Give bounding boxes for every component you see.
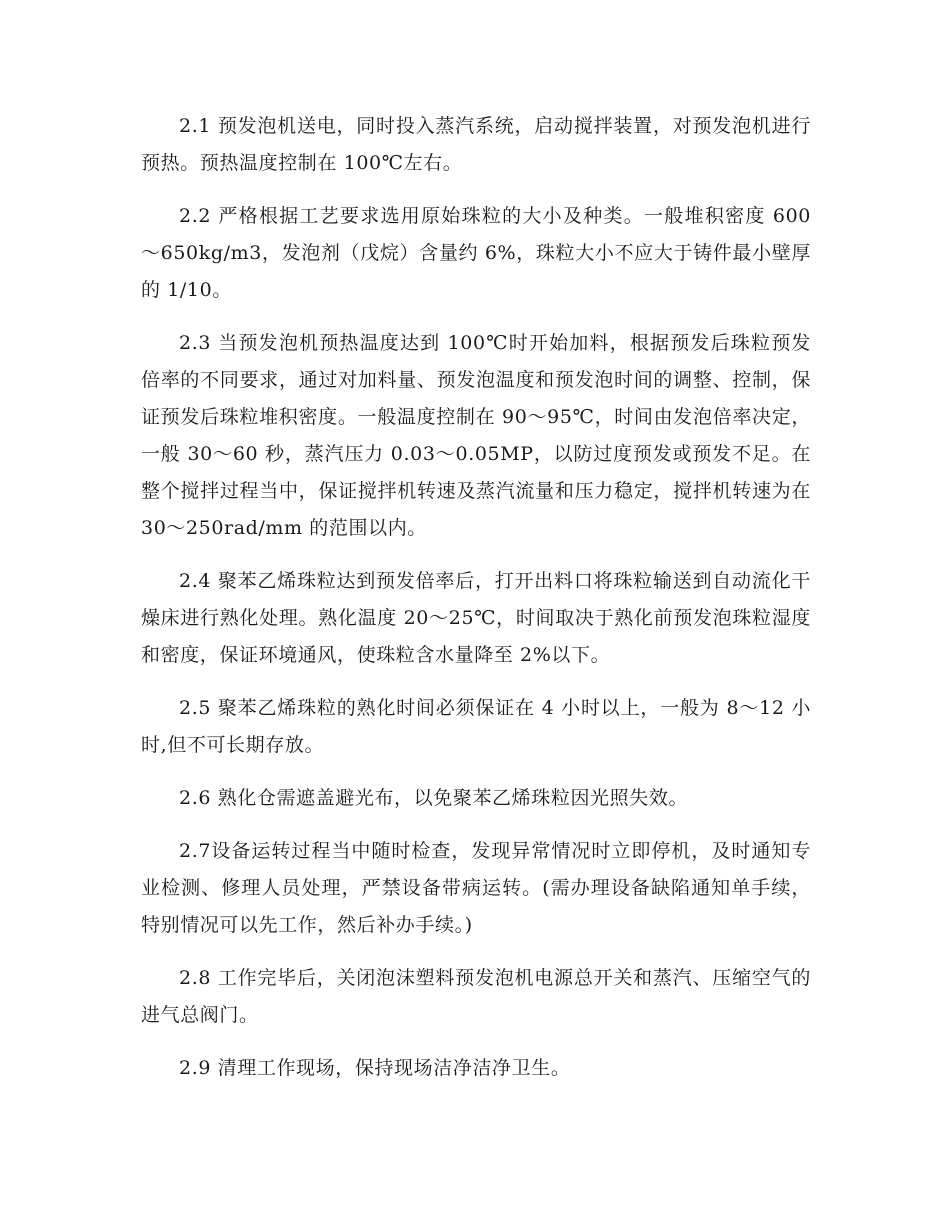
paragraph-2-2: 2.2 严格根据工艺要求选用原始珠粒的大小及种类。一般堆积密度 600～650kg/m3，发泡剂（戊烷）含量约 6%，珠粒大小不应大于铸件最小壁厚的 1/10。 (141, 205, 811, 301)
paragraph-2-4: 2.4 聚苯乙烯珠粒达到预发倍率后，打开出料口将珠粒输送到自动流化干燥床进行熟化处理。熟化温度 20～25℃，时间取决于熟化前预发泡珠粒湿度和密度，保证环境通风，使珠粒含水量降至 2%以下。 (141, 570, 811, 666)
paragraph-2-1: 2.1 预发泡机送电，同时投入蒸汽系统，启动搅拌装置，对预发泡机进行预热。预热温度控制在 100℃左右。 (141, 115, 811, 174)
paragraph-2-5: 2.5 聚苯乙烯珠粒的熟化时间必须保证在 4 小时以上，一般为 8～12 小时,但不可长期存放。 (141, 697, 811, 756)
paragraph-2-3: 2.3 当预发泡机预热温度达到 100℃时开始加料，根据预发后珠粒预发倍率的不同要求，通过对加料量、预发泡温度和预发泡时间的调整、控制，保证预发后珠粒堆积密度。一般温度控制在 90～95℃，时间由发泡倍率决定，一般 30～60 秒，蒸汽压力 0.03～0.05MP，以防过度预发或预发不足。在整个搅拌过程当中，保证搅拌机转速及蒸汽流量和压力稳定，搅拌机转速为在 30～250rad/mm 的范围以内。 (141, 332, 811, 539)
paragraph-2-6: 2.6 熟化仓需遮盖避光布，以免聚苯乙烯珠粒因光照失效。 (179, 787, 689, 809)
paragraph-2-8: 2.8 工作完毕后，关闭泡沫塑料预发泡机电源总开关和蒸汽、压缩空气的进气总阀门。 (141, 967, 811, 1026)
paragraph-2-9: 2.9 清理工作现场，保持现场洁净洁净卫生。 (179, 1057, 571, 1079)
document-body (141, 108, 811, 1103)
paragraph-2-7: 2.7设备运转过程当中随时检查，发现异常情况时立即停机，及时通知专业检测、修理人员处理，严禁设备带病运转。(需办理设备缺陷通知单手续，特别情况可以先工作，然后补办手续。) (141, 840, 811, 936)
